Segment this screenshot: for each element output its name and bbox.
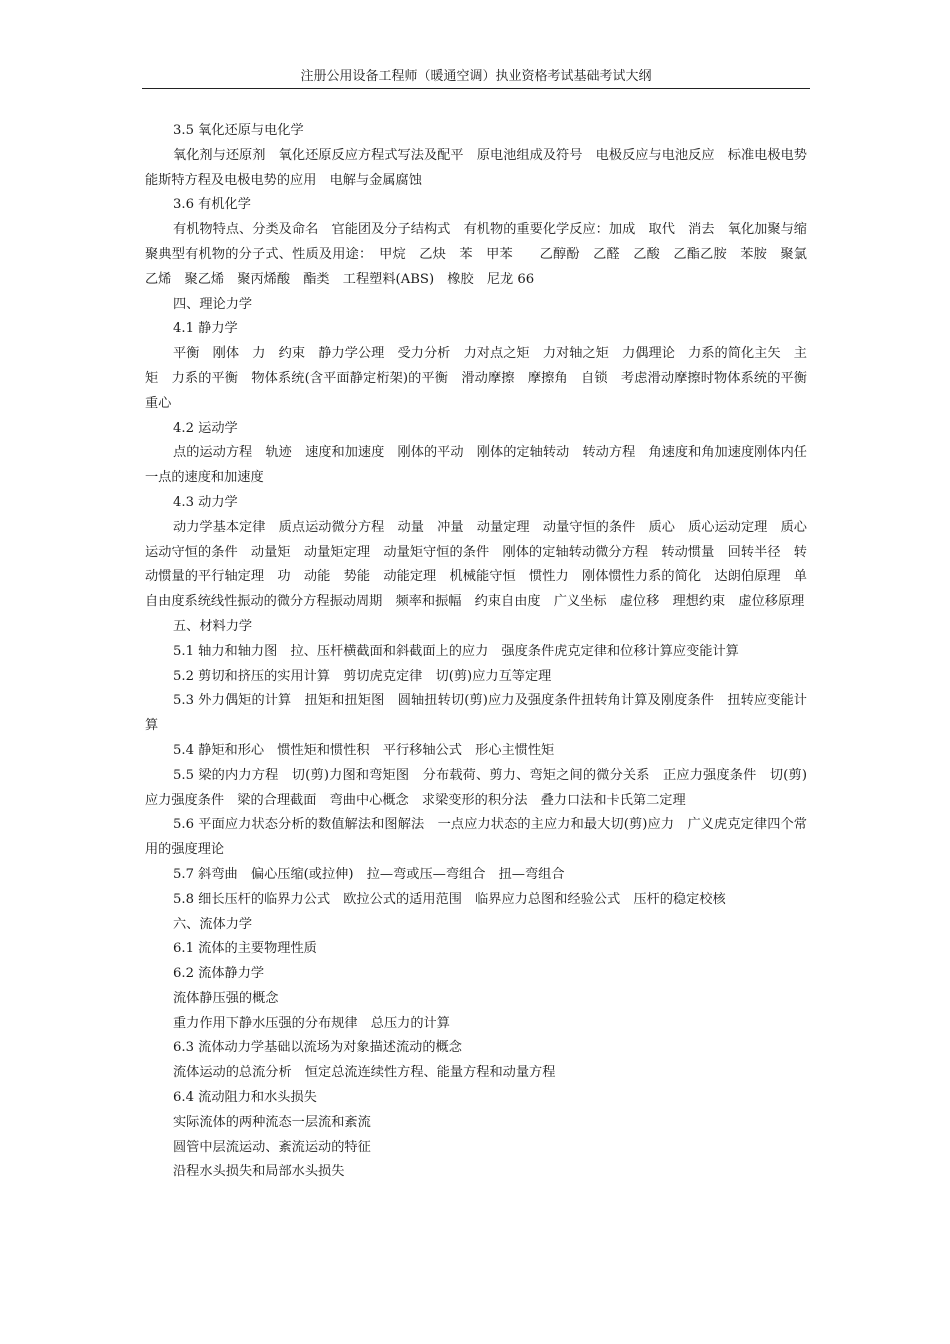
section-item-5-1: 5.1 轴力和轴力图 拉、压杆横截面和斜截面上的应力 强度条件虎克定律和位移计算应变能计算 bbox=[173, 643, 739, 659]
section-item-5-4: 5.4 静矩和形心 惯性矩和惯性积 平行移轴公式 形心主惯性矩 bbox=[173, 742, 555, 758]
section-text-3-5: 氧化剂与还原剂 氧化还原反应方程式写法及配平 原电池组成及符号 电极反应与电池反应 标准电极电势 能斯特方程及电极电势的应用 电解与金属腐蚀 bbox=[145, 147, 821, 188]
section-text-3-6: 有机物特点、分类及命名 官能团及分子结构式 有机物的重要化学反应：加成 取代 消去 氧化加聚与缩聚典型有机物的分子式、性质及用途： 甲烷 乙炔 苯 甲苯 乙醇酚 乙醛 乙酸 乙酯乙胺 苯胺 聚氯乙烯 聚乙烯 聚丙烯酸 酯类 工程塑料(ABS) 橡胶 尼龙 66 bbox=[145, 222, 807, 287]
section-heading-6-2: 6.2 流体静力学 bbox=[173, 966, 265, 982]
section-text-6-2-b: 重力作用下静水压强的分布规律 总压力的计算 bbox=[173, 1015, 450, 1031]
chapter-heading-4: 四、理论力学 bbox=[173, 296, 253, 312]
header-divider bbox=[142, 88, 810, 89]
section-item-5-5: 5.5 梁的内力方程 切(剪)力图和弯矩图 分布载荷、剪力、弯矩之间的微分关系 正应力强度条件 切(剪)应力强度条件 梁的合理截面 弯曲中心概念 求梁变形的积分法 叠力口法和卡氏第二定理 bbox=[145, 767, 807, 808]
section-heading-4-3: 4.3 动力学 bbox=[173, 494, 238, 510]
section-heading-6-1: 6.1 流体的主要物理性质 bbox=[173, 941, 317, 957]
section-heading-3-5: 3.5 氧化还原与电化学 bbox=[173, 123, 304, 138]
section-item-5-8: 5.8 细长压杆的临界力公式 欧拉公式的适用范围 临界应力总图和经验公式 压杆的稳定校核 bbox=[173, 891, 726, 907]
section-heading-6-4: 6.4 流动阻力和水头损失 bbox=[173, 1090, 317, 1106]
section-text-6-4-c: 沿程水头损失和局部水头损失 bbox=[173, 1164, 345, 1180]
section-item-5-6: 5.6 平面应力状态分析的数值解法和图解法 一点应力状态的主应力和最大切(剪)应力 广义虎克定律四个常用的强度理论 bbox=[145, 817, 807, 858]
section-heading-6-3: 6.3 流体动力学基础以流场为对象描述流动的概念 bbox=[173, 1040, 462, 1056]
section-item-5-2: 5.2 剪切和挤压的实用计算 剪切虎克定律 切(剪)应力互等定理 bbox=[173, 668, 552, 684]
section-text-6-4-b: 圆管中层流运动、紊流运动的特征 bbox=[173, 1139, 371, 1155]
section-heading-3-6: 3.6 有机化学 bbox=[173, 197, 251, 213]
section-heading-4-1: 4.1 静力学 bbox=[173, 321, 238, 337]
section-text-6-4-a: 实际流体的两种流态一层流和紊流 bbox=[173, 1114, 371, 1130]
section-text-4-2: 点的运动方程 轨迹 速度和加速度 刚体的平动 刚体的定轴转动 转动方程 角速度和角加速度刚体内任一点的速度和加速度 bbox=[145, 445, 807, 486]
section-item-5-3: 5.3 外力偶矩的计算 扭矩和扭矩图 圆轴扭转切(剪)应力及强度条件扭转角计算及刚度条件 扭转应变能计算 bbox=[145, 693, 807, 734]
section-text-4-1: 平衡 刚体 力 约束 静力学公理 受力分析 力对点之矩 力对轴之矩 力偶理论 力系的简化主矢 主矩 力系的平衡 物体系统(含平面静定桁架)的平衡 滑动摩擦 摩擦角 自锁 考虑滑动摩擦时物体系统的平衡 重心 bbox=[145, 346, 821, 411]
section-heading-4-2: 4.2 运动学 bbox=[173, 420, 238, 436]
section-item-5-7: 5.7 斜弯曲 偏心压缩(或拉伸) 拉—弯或压—弯组合 扭—弯组合 bbox=[173, 866, 565, 882]
document-body bbox=[145, 119, 821, 1185]
section-text-6-3: 流体运动的总流分析 恒定总流连续性方程、能量方程和动量方程 bbox=[173, 1065, 556, 1081]
chapter-heading-5: 五、材料力学 bbox=[173, 618, 253, 634]
section-text-6-2-a: 流体静压强的概念 bbox=[173, 990, 279, 1006]
section-text-4-3: 动力学基本定律 质点运动微分方程 动量 冲量 动量定理 动量守恒的条件 质心 质心运动定理 质心运动守恒的条件 动量矩 动量矩定理 动量矩守恒的条件 刚体的定轴转动微分方程 转动惯量 回转半径 转动惯量的平行轴定理 功 动能 势能 动能定理 机械能守恒 惯性力 刚体惯性力系的简化 达朗伯原理 单自由度系统线性振动的微分方程振动周期 频率和振幅 约束自由度 广义坐标 虚位移 理想约束 虚位移原理 bbox=[145, 519, 807, 610]
chapter-heading-6: 六、流体力学 bbox=[173, 916, 253, 932]
page-header: 注册公用设备工程师（暖通空调）执业资格考试基础考试大纲 bbox=[300, 69, 652, 84]
